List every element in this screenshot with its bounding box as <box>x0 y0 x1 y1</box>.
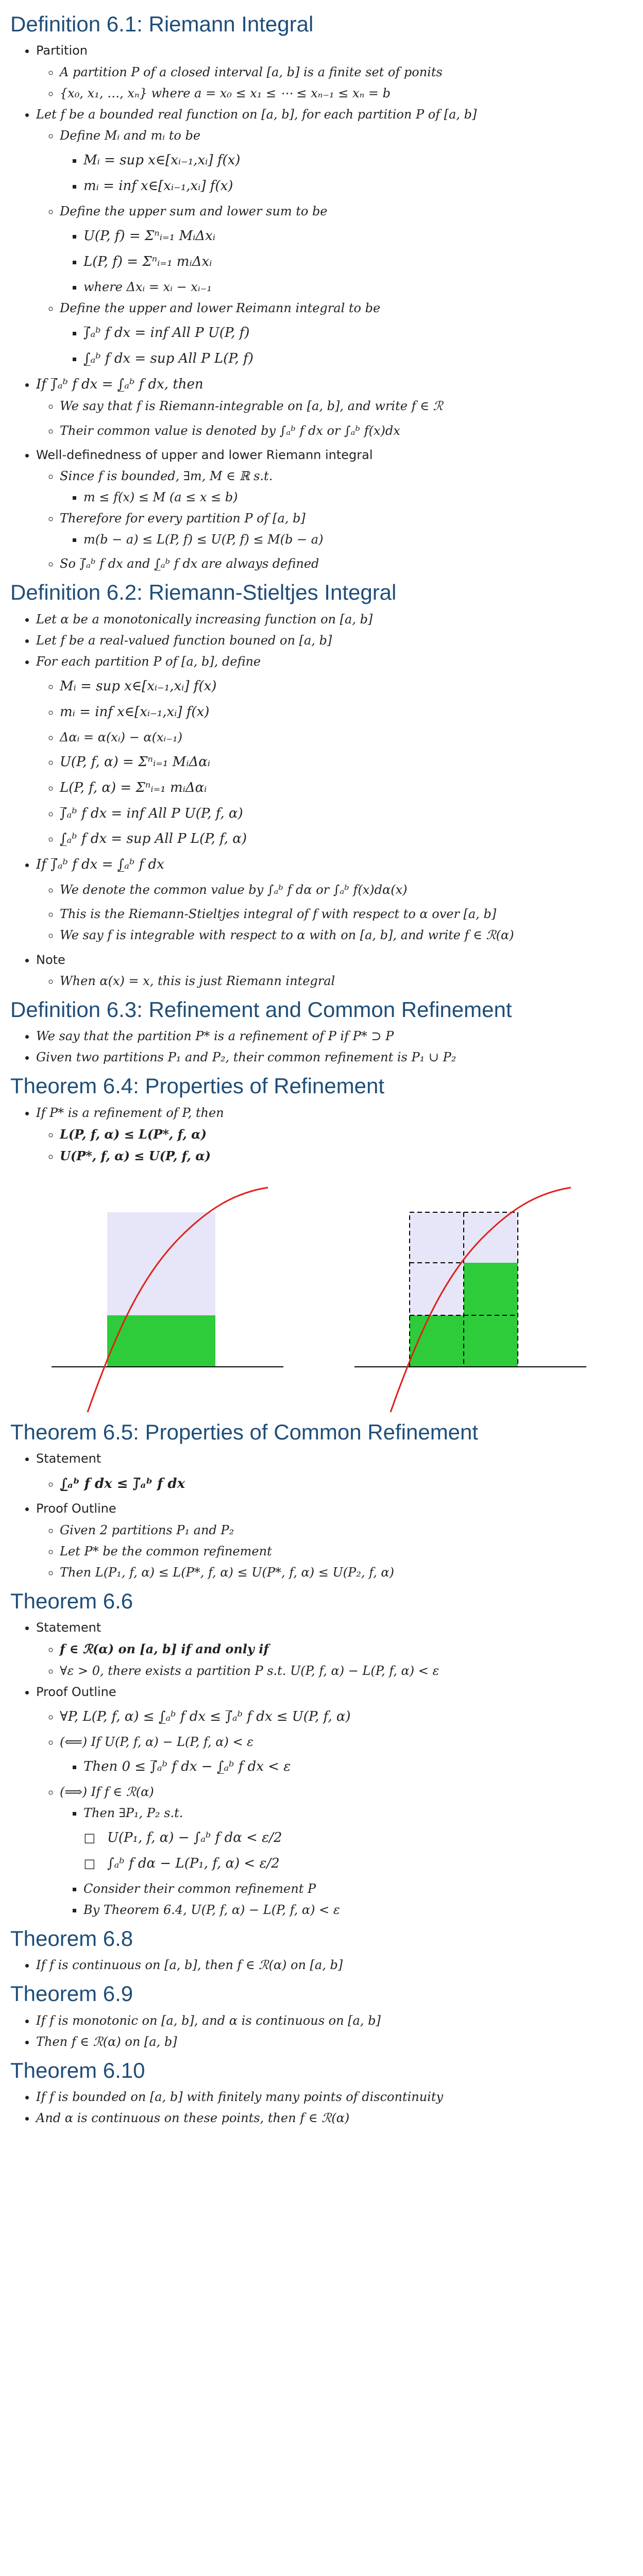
item-text: U(P, f) = Σⁿᵢ₌₁ MᵢΔxᵢ <box>83 228 215 244</box>
item-text: ∫̲ₐᵇ f dx = sup All P L(P, f, α) <box>60 831 247 847</box>
item-text: Let P* be the common refinement <box>60 1544 272 1558</box>
section-title: Theorem 6.5: Properties of Common Refinement <box>10 1420 479 1445</box>
item-text: By Theorem 6.4, U(P, f, α) − L(P, f, α) < ε <box>83 1902 340 1917</box>
item-text: If f is continuous on [a, b], then f ∈ ℛ(α) on [a, b] <box>36 1958 343 1973</box>
list-item <box>83 1758 635 1776</box>
list-item <box>60 1126 635 1143</box>
list-item <box>36 1684 635 1919</box>
list-item <box>36 2012 635 2029</box>
item-text: Since f is bounded, ∃m, M ∈ ℝ s.t. <box>60 468 273 483</box>
item-text: Let f be a real-valued function bouned on [a, b] <box>36 633 332 648</box>
list-item <box>60 779 635 798</box>
item-text: When α(x) = x, this is just Riemann integral <box>60 973 335 988</box>
item-text: ∫̅ₐᵇ f dx = inf All P U(P, f, α) <box>60 805 243 821</box>
list-item <box>60 127 635 196</box>
item-text: Well-definedness of upper and lower Riemann integral <box>36 447 373 462</box>
item-text: And α is continuous on these points, then f ∈ ℛ(α) <box>36 2111 350 2126</box>
item-text: U(P, f, α) = Σⁿᵢ₌₁ MᵢΔαᵢ <box>60 754 211 770</box>
list-item <box>36 2033 635 2050</box>
item-text: Therefore for every partition P of [a, b] <box>60 511 306 526</box>
list-item <box>36 1450 635 1493</box>
list-item <box>36 1619 635 1679</box>
item-text: Then ∃P₁, P₂ s.t. <box>83 1805 183 1820</box>
item-text: Proof Outline <box>36 1684 116 1699</box>
item-text: Then 0 ≤ ∫̅ₐᵇ f dx − ∫̲ₐᵇ f dx < ε <box>83 1758 291 1774</box>
item-text: Define the upper and lower Reimann integral to be <box>60 300 381 315</box>
list-item <box>60 1147 635 1165</box>
item-text: If P* is a refinement of P, then <box>36 1105 224 1120</box>
list-item <box>60 1708 635 1726</box>
item-text: Mᵢ = sup x∈[xᵢ₋₁,xᵢ] f(x) <box>83 152 241 168</box>
list-item <box>60 729 635 746</box>
list-item <box>36 653 635 849</box>
item-text: m(b − a) ≤ L(P, f) ≤ U(P, f) ≤ M(b − a) <box>83 532 324 547</box>
item-text: We denote the common value by ∫ₐᵇ f dα or ∫ₐᵇ f(x)dα(x) <box>60 883 408 897</box>
list-item <box>36 1028 635 1045</box>
list-item <box>60 973 635 990</box>
item-text: where Δxᵢ = xᵢ − xᵢ₋₁ <box>83 279 212 294</box>
list-item <box>60 1475 635 1494</box>
list-item <box>36 447 635 573</box>
section-title: Definition 6.1: Riemann Integral <box>10 12 314 36</box>
item-text: m ≤ f(x) ≤ M (a ≤ x ≤ b) <box>83 489 238 504</box>
list-item <box>36 106 635 368</box>
list-item <box>60 64 635 81</box>
list-item <box>60 703 635 722</box>
item-text: ∀P, L(P, f, α) ≤ ∫̲ₐᵇ f dx ≤ ∫̅ₐᵇ f dx ≤ U(P, f, α) <box>60 1708 351 1724</box>
item-text: {x₀, x₁, …, xₙ} where a = x₀ ≤ x₁ ≤ ⋯ ≤ xₙ₋₁ ≤ xₙ = b <box>60 86 391 100</box>
item-text: Mᵢ = sup x∈[xᵢ₋₁,xᵢ] f(x) <box>60 678 217 694</box>
list-item <box>36 1500 635 1581</box>
item-text: (⟸) If U(P, f, α) − L(P, f, α) < ε <box>60 1734 254 1749</box>
item-text: Note <box>36 952 65 967</box>
list-item <box>60 398 635 415</box>
list-item <box>36 1957 635 1974</box>
item-text: ∫ₐᵇ f dα − L(P₁, f, α) < ε/2 <box>107 1855 280 1871</box>
list-item <box>83 350 635 368</box>
item-text: Statement <box>36 1451 101 1466</box>
list-item <box>83 253 635 272</box>
list-item <box>83 324 635 343</box>
coarse-partition-panel <box>52 1188 283 1412</box>
section-title: Theorem 6.10 <box>10 2058 145 2082</box>
item-text: We say that the partition P* is a refinement of P if P* ⊃ P <box>36 1029 394 1044</box>
list-item <box>83 531 635 548</box>
list-item <box>83 177 635 196</box>
list-item <box>60 1640 635 1658</box>
item-text: Proof Outline <box>36 1501 116 1516</box>
list-item <box>60 830 635 849</box>
list-item <box>60 906 635 923</box>
item-text: L(P, f, α) ≤ L(P*, f, α) <box>60 1126 207 1142</box>
list-item <box>60 85 635 102</box>
item-text: So ∫̅ₐᵇ f dx and ∫̲ₐᵇ f dx are always defined <box>60 556 319 571</box>
item-text: Then L(P₁, f, α) ≤ L(P*, f, α) ≤ U(P*, f, α) ≤ U(P₂, f, α) <box>60 1565 394 1580</box>
list-item <box>60 1564 635 1581</box>
item-text: ∫̲ₐᵇ f dx = sup All P L(P, f) <box>83 350 253 366</box>
list-item <box>83 1805 635 1873</box>
item-text: Consider their common refinement P <box>83 1881 316 1896</box>
item-text: For each partition P of [a, b], define <box>36 654 261 669</box>
item-text: We say f is integrable with respect to α with on [a, b], and write f ∈ ℛ(α) <box>60 928 514 943</box>
section-title: Definition 6.3: Refinement and Common Refinement <box>10 997 512 1022</box>
item-text: Let f be a bounded real function on [a, b], for each partition P of [a, b] <box>36 107 477 122</box>
item-text: ∫̲ₐᵇ f dx ≤ ∫̅ₐᵇ f dx <box>60 1476 185 1492</box>
list-item <box>36 1049 635 1066</box>
list-item <box>36 42 635 101</box>
section-title: Theorem 6.9 <box>10 1981 133 2006</box>
item-text: We say that f is Riemann-integrable on [a, b], and write f ∈ ℛ <box>60 399 443 414</box>
list-item <box>107 1855 635 1873</box>
list-item <box>36 376 635 439</box>
list-item <box>60 1734 635 1776</box>
item-text: ∫̅ₐᵇ f dx = inf All P U(P, f) <box>83 325 250 341</box>
list-item <box>60 510 635 548</box>
item-text: Statement <box>36 1620 101 1635</box>
list-item <box>36 611 635 628</box>
list-item <box>60 677 635 696</box>
item-text: mᵢ = inf x∈[xᵢ₋₁,xᵢ] f(x) <box>83 178 233 194</box>
list-item <box>60 753 635 772</box>
refinement-figure <box>10 1170 635 1412</box>
item-text: Given 2 partitions P₁ and P₂ <box>60 1522 234 1537</box>
item-text: Define the upper sum and lower sum to be <box>60 204 328 218</box>
list-item <box>36 952 635 990</box>
item-text: mᵢ = inf x∈[xᵢ₋₁,xᵢ] f(x) <box>60 704 210 720</box>
item-text: (⟹) If f ∈ ℛ(α) <box>60 1784 154 1799</box>
list-item <box>83 1902 635 1919</box>
list-item <box>107 1829 635 1848</box>
item-text: f ∈ ℛ(α) on [a, b] if and only if <box>60 1641 269 1657</box>
list-item <box>60 203 635 296</box>
item-text: Their common value is denoted by ∫ₐᵇ f dx or ∫ₐᵇ f(x)dx <box>60 423 400 438</box>
item-text: Define Mᵢ and mᵢ to be <box>60 128 201 143</box>
item-text: ∀ε > 0, there exists a partition P s.t. U(P, f, α) − L(P, f, α) < ε <box>60 1663 439 1678</box>
list-item <box>60 805 635 823</box>
list-item <box>60 555 635 572</box>
item-text: If f is bounded on [a, b] with finitely many points of discontinuity <box>36 2090 444 2105</box>
item-text: L(P, f, α) = Σⁿᵢ₌₁ mᵢΔαᵢ <box>60 779 207 795</box>
item-text: If ∫̅ₐᵇ f dx = ∫̲ₐᵇ f dx, then <box>36 376 204 392</box>
list-item <box>83 279 635 296</box>
list-item <box>83 227 635 246</box>
section-title: Theorem 6.8 <box>10 1926 133 1951</box>
section-title: Theorem 6.6 <box>10 1588 133 1613</box>
item-text: If f is monotonic on [a, b], and α is continuous on [a, b] <box>36 2013 381 2028</box>
list-item <box>60 300 635 368</box>
list-item <box>83 151 635 170</box>
list-item <box>60 468 635 506</box>
item-text: If ∫̅ₐᵇ f dx = ∫̲ₐᵇ f dx <box>36 857 164 873</box>
refinement-illustration <box>31 1170 629 1412</box>
list-item <box>83 1880 635 1897</box>
list-item <box>83 489 635 506</box>
item-text: U(P*, f, α) ≤ U(P, f, α) <box>60 1148 211 1163</box>
list-item <box>36 1105 635 1165</box>
list-item <box>60 1543 635 1560</box>
item-text: L(P, f) = Σⁿᵢ₌₁ mᵢΔxᵢ <box>83 253 212 269</box>
item-text: Partition <box>36 43 88 58</box>
list-item <box>60 422 635 439</box>
list-item <box>60 927 635 944</box>
section-title: Definition 6.2: Riemann-Stieltjes Integral <box>10 580 397 605</box>
list-item <box>60 882 635 899</box>
item-text: A partition P of a closed interval [a, b] is a finite set of ponits <box>60 64 443 79</box>
refined-partition-panel <box>354 1188 586 1412</box>
item-text: Let α be a monotonically increasing function on [a, b] <box>36 612 373 626</box>
list-item <box>36 632 635 649</box>
list-item <box>60 1522 635 1539</box>
list-item <box>60 1784 635 1919</box>
item-text: This is the Riemann-Stieltjes integral of f with respect to α over [a, b] <box>60 907 497 922</box>
item-text: Then f ∈ ℛ(α) on [a, b] <box>36 2034 177 2049</box>
section-title: Theorem 6.4: Properties of Refinement <box>10 1074 385 1098</box>
list-item <box>60 1663 635 1680</box>
list-item <box>36 2089 635 2106</box>
list-item <box>36 2110 635 2127</box>
item-text: Given two partitions P₁ and P₂, their common refinement is P₁ ∪ P₂ <box>36 1050 456 1065</box>
list-item <box>36 856 635 944</box>
item-text: Δαᵢ = α(xᵢ) − α(xᵢ₋₁) <box>60 730 182 744</box>
item-text: U(P₁, f, α) − ∫ₐᵇ f dα < ε/2 <box>107 1829 282 1845</box>
